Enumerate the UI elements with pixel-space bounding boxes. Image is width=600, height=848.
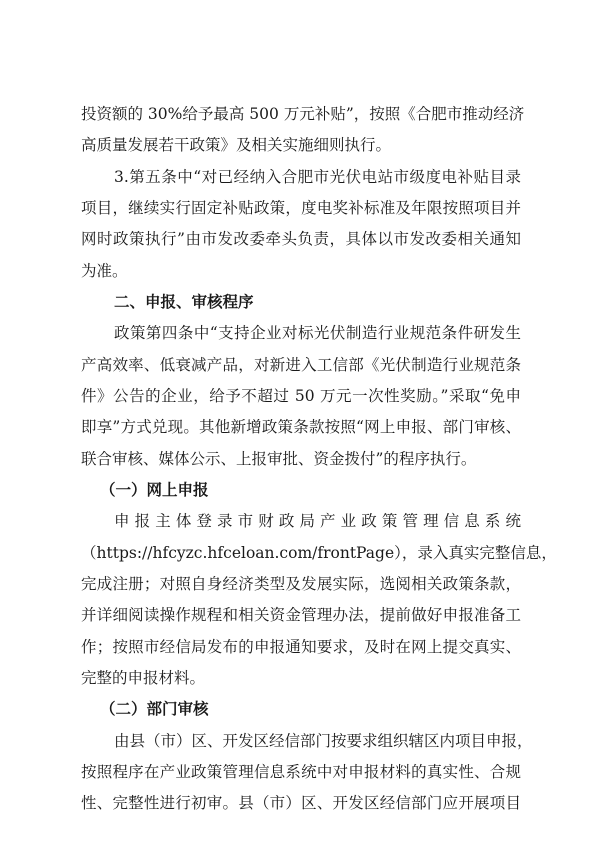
body-line: 联合审核、媒体公示、上报审批、资金拨付”的程序执行。 bbox=[81, 450, 477, 468]
body-line: 按照程序在产业政策管理信息系统中对申报材料的真实性、合规 bbox=[81, 763, 521, 781]
body-line: 完成注册；对照自身经济类型及发展实际，选阅相关政策条款， bbox=[81, 575, 521, 593]
body-line: 3.第五条中“对已经纳入合肥市光伏电站市级度电补贴目录 bbox=[114, 168, 521, 186]
body-line: 申报主体登录市财政局产业政策管理信息系统 bbox=[114, 512, 521, 530]
body-line: 项目，继续实行固定补贴政策，度电奖补标准及年限按照项目并 bbox=[81, 199, 521, 217]
body-line: （https://hfcyzc.hfceloan.com/frontPage），录入真实完整信息， bbox=[81, 544, 557, 562]
body-line: 性、完整性进行初审。县（市）区、开发区经信部门应开展项目 bbox=[81, 794, 521, 812]
body-line: 网时政策执行”由市发改委牵头负责，具体以市发改委相关通知 bbox=[81, 230, 521, 248]
body-line: 投资额的 30%给予最高 500 万元补贴”，按照《合肥市推动经济 bbox=[81, 105, 525, 123]
body-line: 由县（市）区、开发区经信部门按要求组织辖区内项目申报， bbox=[114, 732, 533, 750]
body-line: 完整的申报材料。 bbox=[81, 669, 206, 687]
section-heading: 二、申报、审核程序 bbox=[114, 292, 254, 311]
body-line: 件》公告的企业，给予不超过 50 万元一次性奖励。”采取“免申 bbox=[81, 387, 521, 405]
subsection-heading: （二）部门审核 bbox=[100, 699, 209, 718]
subsection-heading: （一）网上申报 bbox=[100, 480, 209, 499]
body-line: 即享”方式兑现。其他新增政策条款按照“网上申报、部门审核、 bbox=[81, 418, 521, 436]
body-line: 并详细阅读操作规程和相关资金管理办法，提前做好申报准备工 bbox=[81, 606, 521, 624]
body-line: 产高效率、低衰减产品，对新进入工信部《光伏制造行业规范条 bbox=[81, 356, 521, 374]
body-line: 为准。 bbox=[81, 262, 128, 280]
body-line: 作；按照市经信局发布的申报通知要求，及时在网上提交真实、 bbox=[81, 638, 521, 656]
body-line: 高质量发展若干政策》及相关实施细则执行。 bbox=[81, 136, 392, 154]
body-line: 政策第四条中“支持企业对标光伏制造行业规范条件研发生 bbox=[114, 324, 521, 342]
